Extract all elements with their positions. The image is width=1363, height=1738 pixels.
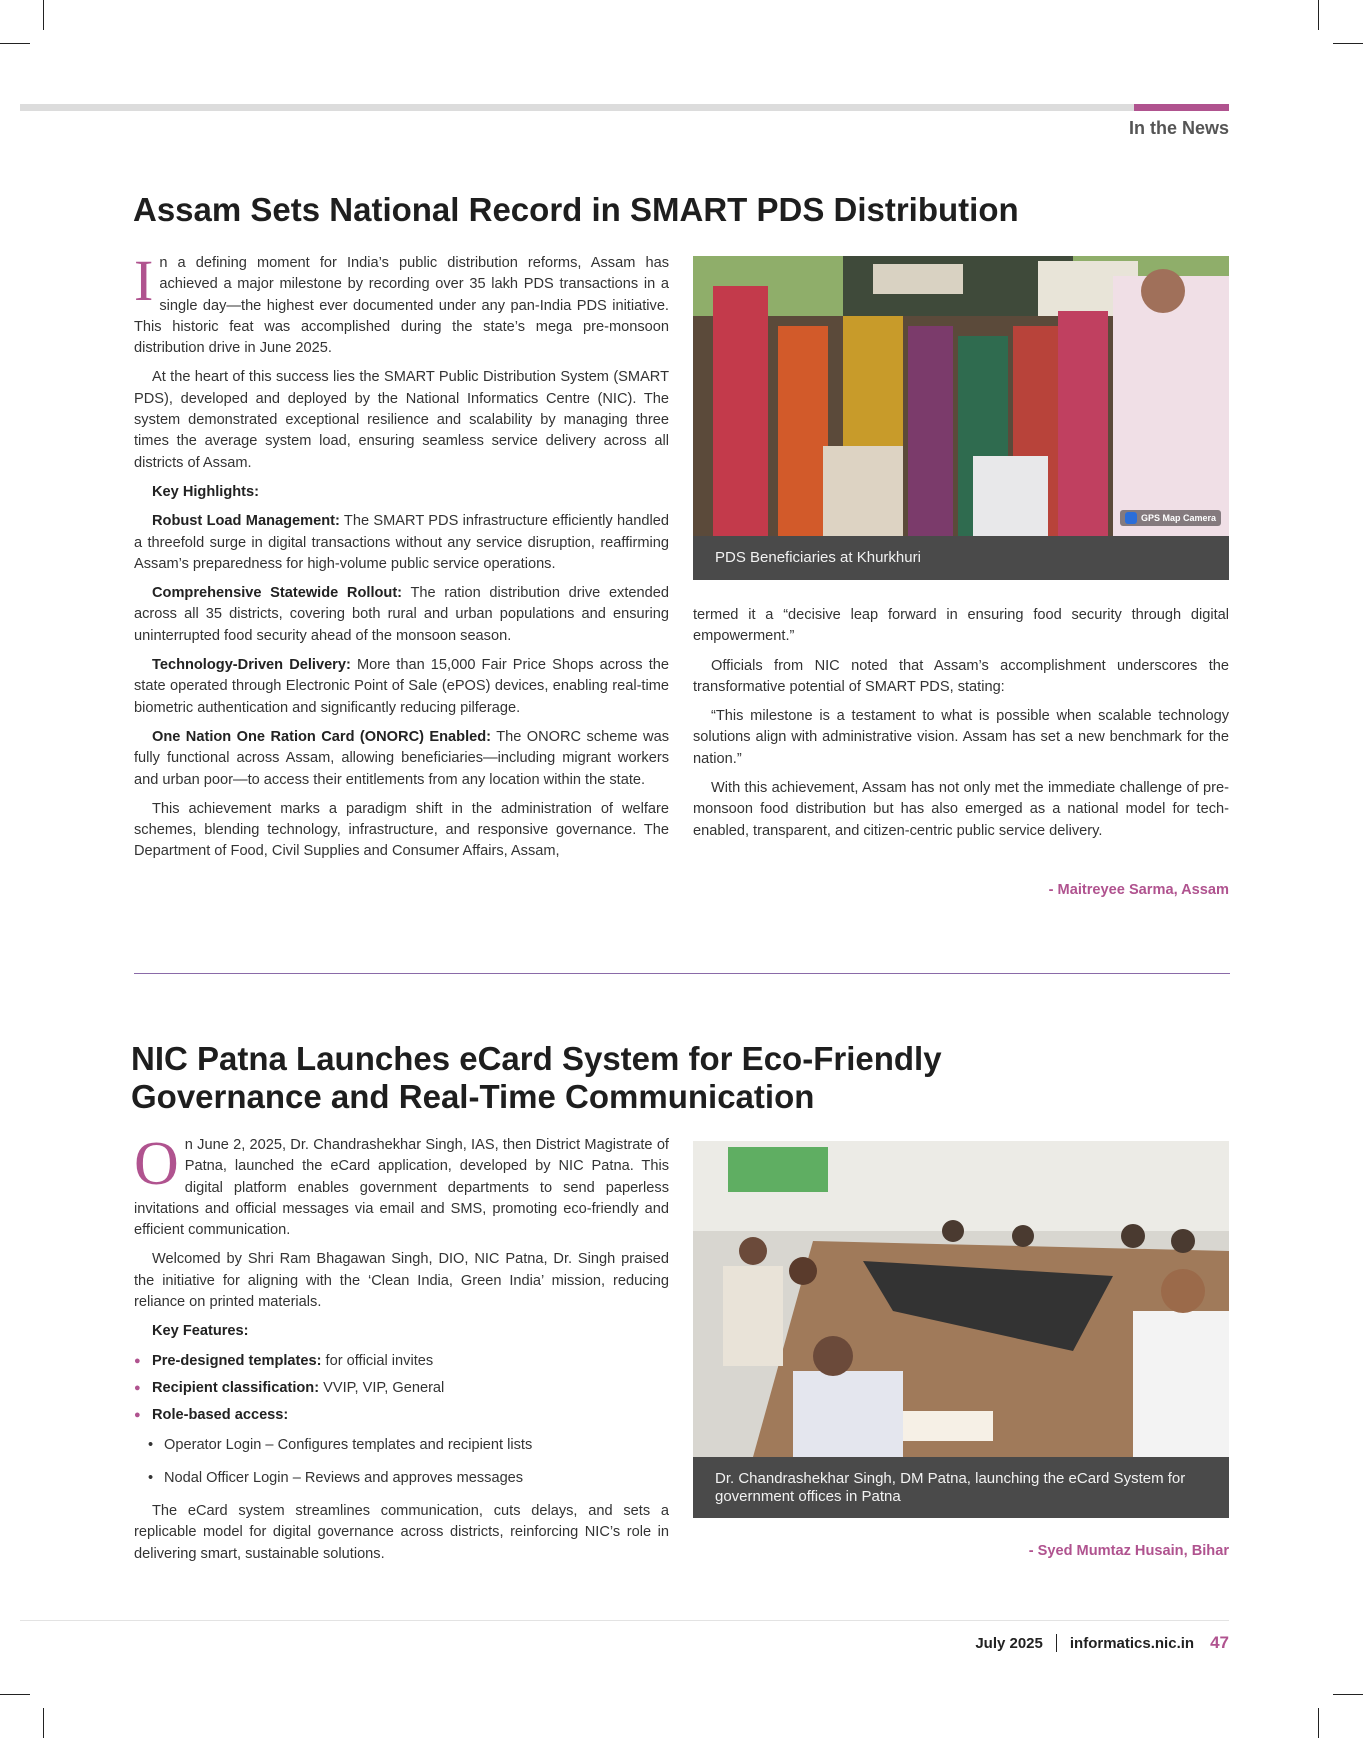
highlight-item: Comprehensive Statewide Rollout: The ration distribution drive extended across all 35 districts, covering both rural and urban populations and ensuring uninterrupted food security ahead of the monsoon season. [134, 585, 669, 644]
access-roles-list [134, 1435, 669, 1490]
highlight-item: Robust Load Management: The SMART PDS infrastructure efficiently handled a threefold surge in digital transactions without any service disruption, reaffirming Assam’s preparedness for high-volume public service operations. [134, 513, 669, 572]
article-1-paragraph: At the heart of this success lies the SMART Public Distribution System (SMART PDS), developed and deployed by the National Informatics Centre (NIC). The system demonstrated exceptional resilience and scalability by managing three times the average system load, ensuring seamless service delivery across all districts of Assam. [134, 369, 669, 471]
crop-mark [1318, 0, 1319, 30]
website: informatics.nic.in [1069, 1634, 1195, 1652]
article-2-left-column [134, 1130, 669, 1573]
highlight-item: Technology-Driven Delivery: More than 15,000 Fair Price Shops across the state operated through Electronic Point of Sale (ePOS) devices, enabling real-time biometric authentication and significantly reducing pilferage. [134, 657, 669, 716]
article-1-title: Assam Sets National Record in SMART PDS Distribution [133, 191, 1019, 228]
footer-rule [20, 1620, 1229, 1621]
article-divider [134, 973, 1230, 974]
photo-illustration [693, 1141, 1229, 1457]
page-number: 47 [1210, 1633, 1229, 1652]
ecard-launch-photo [693, 1141, 1229, 1457]
photo-illustration [693, 256, 1229, 536]
header-accent-bar [1134, 104, 1229, 111]
dropcap: I [134, 248, 154, 313]
article-1-right-column [693, 605, 1229, 850]
list-item: • Operator Login – Configures templates and recipient lists [134, 1435, 669, 1456]
map-pin-icon [1125, 512, 1137, 524]
paragraph-text: n a defining moment for India’s public distribution reforms, Assam has achieved a major milestone by recording over 35 lakh PDS transactions in a single day—the highest ever documented under any pan-India PDS initiative. This historic feat was accomplished during the state’s mega pre-monsoon distribution drive in June 2025. [134, 255, 669, 357]
list-item: ● Recipient classification: VVIP, VIP, General [134, 1378, 669, 1399]
crop-mark [1318, 1708, 1319, 1738]
article-1-left-column [134, 248, 669, 871]
crop-mark [43, 0, 44, 30]
photo-caption: Dr. Chandrashekhar Singh, DM Patna, launching the eCard System for government offices in Patna [693, 1457, 1229, 1518]
article-1-paragraph: termed it a “decisive leap forward in ensuring food security through digital empowerment.” [693, 607, 1229, 645]
crop-mark [0, 1694, 30, 1695]
page-footer [975, 1633, 1229, 1653]
dropcap: O [134, 1130, 179, 1198]
article-1-paragraph: Officials from NIC noted that Assam’s accomplishment underscores the transformative potential of SMART PDS, stating: [693, 657, 1229, 695]
photo-caption: PDS Beneficiaries at Khurkhuri [693, 536, 1229, 580]
list-item: ● Pre-designed templates: for official invites [134, 1351, 669, 1372]
article-1-paragraph: With this achievement, Assam has not only met the immediate challenge of pre-monsoon food distribution but has also emerged as a national model for tech-enabled, transparent, and citizen-centric public service delivery. [693, 780, 1229, 839]
article-1-quote: “This milestone is a testament to what is possible when scalable technology solutions align with administrative vision. Assam has set a new benchmark for the nation.” [693, 708, 1229, 767]
paragraph-text: n June 2, 2025, Dr. Chandrashekhar Singh, IAS, then District Magistrate of Patna, launched the eCard application, developed by NIC Patna. This digital platform enables government departments to send paperless invitations and official messages via email and SMS, promoting eco-friendly and efficient communication. [134, 1137, 669, 1239]
highlights-heading: Key Highlights: [152, 483, 260, 500]
footer-separator [1056, 1634, 1057, 1652]
crop-mark [1333, 43, 1363, 44]
issue-date: July 2025 [975, 1634, 1043, 1652]
article-1-intro [134, 248, 669, 359]
article-2-paragraph: The eCard system streamlines communication, cuts delays, and sets a replicable model for digital governance across districts, reinforcing NIC’s role in delivering smart, sustainable solutions. [134, 1503, 669, 1562]
features-list [134, 1351, 669, 1427]
pds-beneficiaries-photo [693, 256, 1229, 536]
section-label: In the News [1128, 118, 1229, 138]
crop-mark [43, 1708, 44, 1738]
features-heading: Key Features: [152, 1323, 249, 1340]
list-item: • Nodal Officer Login – Reviews and approves messages [134, 1468, 669, 1489]
article-2-paragraph: Welcomed by Shri Ram Bhagawan Singh, DIO, NIC Patna, Dr. Singh praised the initiative for aligning with the ‘Clean India, Green India’ mission, reducing reliance on printed materials. [134, 1251, 669, 1311]
list-item: ● Role-based access: [134, 1405, 669, 1426]
crop-mark [0, 43, 30, 44]
crop-mark [1333, 1694, 1363, 1695]
article-1-paragraph: This achievement marks a paradigm shift in the administration of welfare schemes, blending technology, infrastructure, and responsive governance. The Department of Food, Civil Supplies and Consumer Affairs, Assam, [134, 800, 669, 860]
article-2-author: - Syed Mumtaz Husain, Bihar [1028, 1543, 1229, 1559]
highlight-item: One Nation One Ration Card (ONORC) Enabled: The ONORC scheme was fully functional across Assam, allowing beneficiaries—including migrant workers and urban poor—to access their entitlements from any location within the state. [134, 728, 669, 788]
header-rule [20, 104, 1135, 111]
article-2-title: NIC Patna Launches eCard System for Eco-Friendly Governance and Real-Time Communication [131, 1040, 942, 1115]
article-2-intro [134, 1130, 669, 1241]
gps-camera-badge: GPS Map Camera [1120, 510, 1221, 526]
article-1-author: - Maitreyee Sarma, Assam [1048, 882, 1229, 898]
